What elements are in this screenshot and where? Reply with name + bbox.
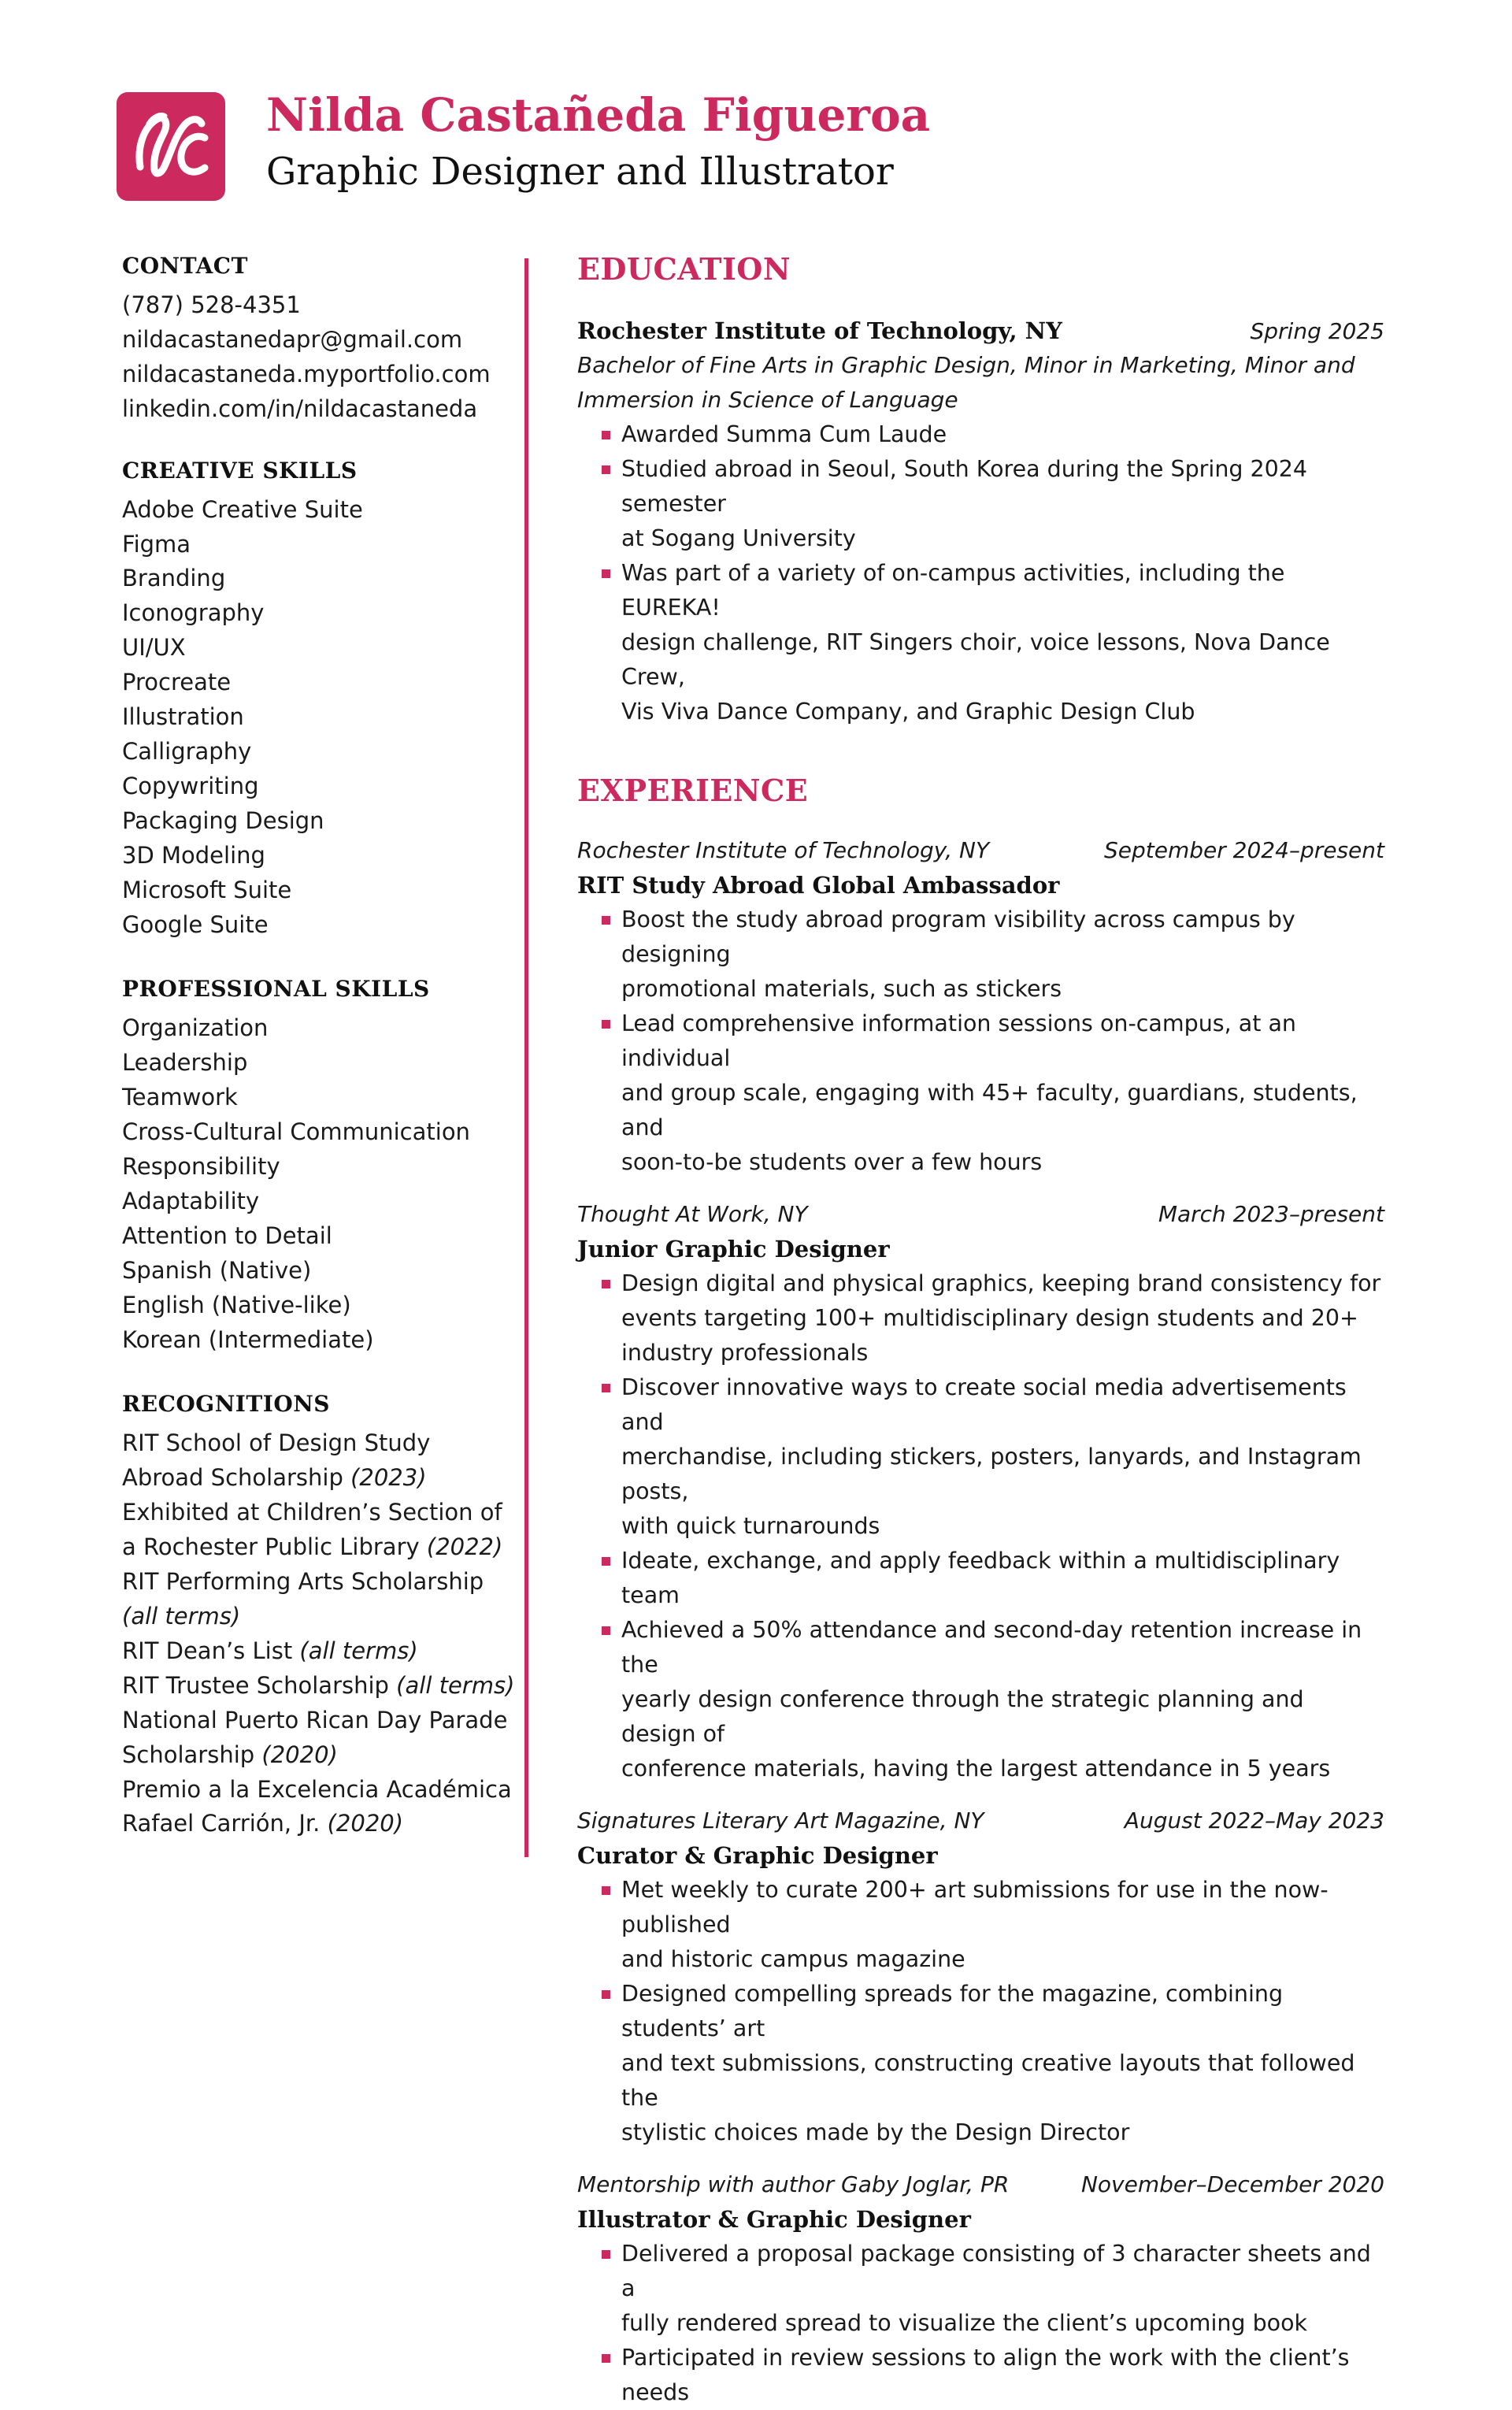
recognition-line: RIT Dean’s List (all terms) xyxy=(122,1637,418,1664)
job-bullets xyxy=(577,2237,1384,2410)
education-heading: EDUCATION xyxy=(577,251,791,287)
job-role: Curator & Graphic Designer xyxy=(577,1842,938,1869)
contact-phone: (787) 528-4351 xyxy=(122,291,301,318)
main-column xyxy=(577,249,1384,2410)
skill-item: Procreate xyxy=(122,669,232,696)
recognition-line: Rafael Carrión, Jr. (2020) xyxy=(122,1810,404,1837)
bullet-item: Participated in review sessions to align the work with the client’s needs xyxy=(577,2341,1384,2410)
bullet-item: Studied abroad in Seoul, South Korea during the Spring 2024 semester at Sogang University xyxy=(577,452,1384,556)
skill-item: Adobe Creative Suite xyxy=(122,495,363,523)
job-date: September 2024–present xyxy=(1104,837,1384,863)
contact-list xyxy=(122,288,516,427)
education-date: Spring 2025 xyxy=(1250,318,1384,344)
nc-monogram-logo-icon xyxy=(117,92,225,201)
recognition-line: Abroad Scholarship (2023) xyxy=(122,1464,427,1492)
sidebar xyxy=(122,249,516,1841)
job-role: RIT Study Abroad Global Ambassador xyxy=(577,872,1060,899)
job-organization: Thought At Work, NY xyxy=(577,1201,808,1227)
contact-portfolio: nildacastaneda.myportfolio.com xyxy=(122,360,491,387)
job-entry xyxy=(577,1197,1384,1786)
education-degree: Bachelor of Fine Arts in Graphic Design, Minor in Marketing, Minor and Immersion in Science of Language xyxy=(577,352,1355,413)
bullet-item: Achieved a 50% attendance and second-day retention increase in the yearly design conference through the strategic planning and design of conference materials, having the largest attendance in 5 years xyxy=(577,1613,1384,1786)
recognition-line: RIT Trustee Scholarship (all terms) xyxy=(122,1671,515,1699)
skill-item: Microsoft Suite xyxy=(122,876,292,903)
job-entry xyxy=(577,1804,1384,2150)
skill-item: 3D Modeling xyxy=(122,841,265,869)
bullet-item: Awarded Summa Cum Laude xyxy=(577,417,1384,452)
recognition-line: RIT Performing Arts Scholarship xyxy=(122,1568,484,1596)
skill-item: Spanish (Native) xyxy=(122,1256,312,1284)
bullet-item: Designed compelling spreads for the magazine, combining students’ art and text submissions, constructing creative layouts that followed the stylistic choices made by the Design Director xyxy=(577,1977,1384,2150)
job-bullets xyxy=(577,1266,1384,1786)
bullet-item: Discover innovative ways to create social media advertisements and merchandise, including stickers, posters, lanyards, and Instagram posts, with quick turnarounds xyxy=(577,1370,1384,1544)
job-role: Junior Graphic Designer xyxy=(577,1236,890,1262)
creative-skills-heading: CREATIVE SKILLS xyxy=(122,457,358,484)
education-school: Rochester Institute of Technology, NY xyxy=(577,317,1062,344)
recognition-line: National Puerto Rican Day Parade xyxy=(122,1706,508,1733)
skill-item: Branding xyxy=(122,565,226,592)
skill-item: Leadership xyxy=(122,1049,248,1077)
skill-item: Copywriting xyxy=(122,772,259,799)
job-date: November–December 2020 xyxy=(1080,2171,1384,2197)
recognition-line: (all terms) xyxy=(122,1603,241,1630)
job-bullets xyxy=(577,1873,1384,2150)
recognition-line: Exhibited at Children’s Section of xyxy=(122,1499,502,1526)
job-organization: Rochester Institute of Technology, NY xyxy=(577,837,990,863)
skill-item: Korean (Intermediate) xyxy=(122,1326,374,1353)
skill-item: English (Native-like) xyxy=(122,1291,351,1318)
job-entry xyxy=(577,833,1384,1180)
skill-item: Figma xyxy=(122,530,191,558)
bullet-item: Design digital and physical graphics, keeping brand consistency for events targeting 100+ multidisciplinary design students and 20+ industry professionals xyxy=(577,1266,1384,1370)
skill-item: Illustration xyxy=(122,703,244,731)
bullet-item: Was part of a variety of on-campus activities, including the EUREKA! design challenge, RIT Singers choir, voice lessons, Nova Dance Crew, Vis Viva Dance Company, and Graphic Design Club xyxy=(577,556,1384,729)
bullet-item: Met weekly to curate 200+ art submissions for use in the now-published and historic campus magazine xyxy=(577,1873,1384,1977)
recognition-line: Premio a la Excelencia Académica xyxy=(122,1775,512,1803)
candidate-name: Nilda Castañeda Figueroa xyxy=(266,88,931,142)
skill-item: Organization xyxy=(122,1014,269,1042)
column-divider xyxy=(524,258,528,1857)
recognition-line: RIT School of Design Study xyxy=(122,1429,431,1457)
skill-item: UI/UX xyxy=(122,634,186,662)
skill-item: Cross-Cultural Communication xyxy=(122,1118,470,1146)
recognitions-list xyxy=(122,1426,516,1841)
skill-item: Teamwork xyxy=(122,1084,238,1111)
job-organization: Signatures Literary Art Magazine, NY xyxy=(577,1808,984,1833)
recognition-line: Scholarship (2020) xyxy=(122,1741,338,1768)
professional-skills-list xyxy=(122,1011,516,1357)
skill-item: Attention to Detail xyxy=(122,1222,332,1249)
skill-item: Packaging Design xyxy=(122,806,324,834)
education-header xyxy=(577,313,1384,348)
candidate-title: Graphic Designer and Illustrator xyxy=(266,150,894,194)
skill-item: Adaptability xyxy=(122,1187,260,1214)
creative-skills-list xyxy=(122,493,516,943)
experience-heading: EXPERIENCE xyxy=(577,773,809,808)
job-role: Illustrator & Graphic Designer xyxy=(577,2206,971,2233)
job-entry xyxy=(577,2167,1384,2410)
contact-heading: CONTACT xyxy=(122,253,248,279)
recognitions-heading: RECOGNITIONS xyxy=(122,1391,331,1418)
contact-email: nildacastanedapr@gmail.com xyxy=(122,325,463,353)
skill-item: Google Suite xyxy=(122,910,269,938)
skill-item: Responsibility xyxy=(122,1153,280,1181)
bullet-item: Ideate, exchange, and apply feedback within a multidisciplinary team xyxy=(577,1544,1384,1613)
bullet-item: Delivered a proposal package consisting of 3 character sheets and a fully rendered spread to visualize the client’s upcoming book xyxy=(577,2237,1384,2341)
job-date: March 2023–present xyxy=(1158,1201,1384,1227)
job-date: August 2022–May 2023 xyxy=(1124,1808,1384,1833)
professional-skills-heading: PROFESSIONAL SKILLS xyxy=(122,976,430,1003)
skill-item: Calligraphy xyxy=(122,737,252,765)
education-bullets xyxy=(577,417,1384,729)
skill-item: Iconography xyxy=(122,599,265,627)
recognition-line: a Rochester Public Library (2022) xyxy=(122,1533,503,1561)
bullet-item: Lead comprehensive information sessions on-campus, at an individual and group scale, engaging with 45+ faculty, guardians, students, and soon-to-be students over a few hours xyxy=(577,1007,1384,1180)
bullet-item: Boost the study abroad program visibility across campus by designing promotional materials, such as stickers xyxy=(577,903,1384,1007)
job-bullets xyxy=(577,903,1384,1180)
contact-linkedin: linkedin.com/in/nildacastaneda xyxy=(122,395,478,422)
job-organization: Mentorship with author Gaby Joglar, PR xyxy=(577,2171,1010,2197)
